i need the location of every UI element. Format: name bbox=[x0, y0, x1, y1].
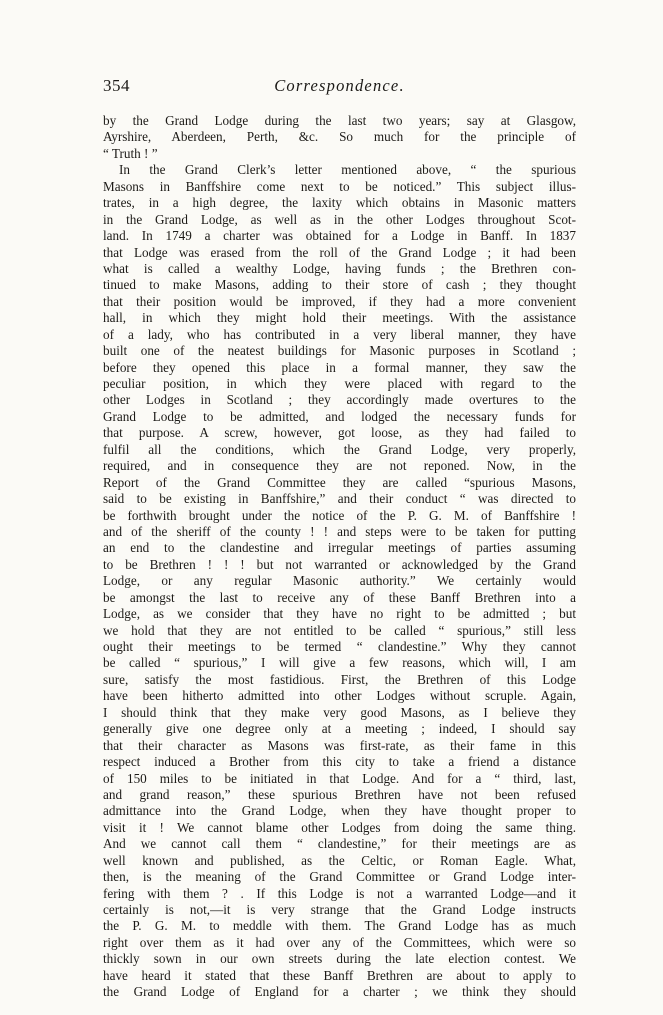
text-line: And we cannot call them “ clandestine,” for their meetings are as bbox=[103, 836, 576, 852]
text-line: then, is the meaning of the Grand Committee or Grand Lodge inter- bbox=[103, 869, 576, 885]
text-line: of a lady, who has contributed in a very liberal manner, they have bbox=[103, 326, 576, 342]
text-line: what is called a wealthy Lodge, having funds ; the Brethren con- bbox=[103, 260, 576, 276]
text-line: other Lodges in Scotland ; they accordingly made overtures to the bbox=[103, 392, 576, 408]
running-head: Correspondence. bbox=[274, 76, 405, 95]
text-line: Ayrshire, Aberdeen, Perth, &c. So much for the principle of bbox=[103, 129, 576, 145]
text-line: Lodge, or any regular Masonic authority.” We certainly would bbox=[103, 573, 576, 589]
text-line: land. In 1749 a charter was obtained for a Lodge in Banff. In 1837 bbox=[103, 228, 576, 244]
text-line: have heard it stated that these Banff Brethren are about to apply to bbox=[103, 967, 576, 983]
text-line: well known and published, as the Celtic, or Roman Eagle. What, bbox=[103, 852, 576, 868]
text-line: Report of the Grand Committee they are called “spurious Masons, bbox=[103, 474, 576, 490]
text-line: right over them as it had over any of the Committees, which were so bbox=[103, 934, 576, 950]
text-line: by the Grand Lodge during the last two years; say at Glasgow, bbox=[103, 113, 576, 128]
text-line: that their character as Masons was first-rate, as their fame in this bbox=[103, 737, 576, 753]
text-line: “ Truth ! ” bbox=[103, 145, 158, 161]
text-line: ought their meetings to be termed “ clandestine.” Why they cannot bbox=[103, 639, 576, 654]
text-line: that purpose. A screw, however, got loose, as they had failed to bbox=[103, 425, 576, 441]
page-header bbox=[103, 76, 576, 102]
text-line: Grand Lodge to be admitted, and lodged the necessary funds for bbox=[103, 408, 576, 424]
page-number: 354 bbox=[103, 76, 130, 95]
text-line: that Lodge was erased from the roll of the Grand Lodge ; it had been bbox=[103, 244, 576, 260]
text-line: be called “ spurious,” I will give a few reasons, which will, I am bbox=[103, 655, 576, 671]
text-line: visit it ! We cannot blame other Lodges from doing the same thing. bbox=[103, 819, 576, 835]
text-line: certainly is not,—it is very strange that the Grand Lodge instructs bbox=[103, 902, 576, 917]
text-line: that their position would be improved, if they had a more convenient bbox=[103, 293, 576, 309]
text-line: In the Grand Clerk’s letter mentioned above, “ the spurious bbox=[119, 162, 576, 178]
text-line: required, and in consequence they are not reponed. Now, in the bbox=[103, 458, 576, 474]
text-line: hall, in which they might hold their meetings. With the assistance bbox=[103, 310, 576, 326]
text-line: be forthwith brought under the notice of the P. G. M. of Banffshire ! bbox=[103, 507, 576, 523]
text-line: respect induced a Brother from this city to take a friend a distance bbox=[103, 754, 576, 770]
text-line: peculiar position, in which they were placed with regard to the bbox=[103, 376, 576, 391]
text-line: we hold that they are not entitled to be called “ spurious,” still less bbox=[103, 622, 576, 638]
text-line: to be Brethren ! ! ! but not warranted or acknowledged by the Grand bbox=[103, 556, 576, 572]
text-line: trates, in a high degree, the laxity which obtains in Masonic matters bbox=[103, 195, 576, 211]
body-text bbox=[103, 113, 576, 1001]
text-line: said to be existing in Banffshire,” and their conduct “ was directed to bbox=[103, 491, 576, 507]
text-line: Masons in Banffshire come next to be noticed.” This subject illus- bbox=[103, 178, 576, 194]
text-line: have been hitherto admitted into other Lodges without scruple. Again, bbox=[103, 688, 576, 704]
text-line: I should think that they make very good Masons, as I believe they bbox=[103, 704, 576, 720]
text-line: generally give one degree only at a meeting ; indeed, I should say bbox=[103, 721, 576, 737]
text-line: fulfil all the conditions, which the Grand Lodge, very properly, bbox=[103, 441, 576, 457]
text-line: sure, satisfy the most fastidious. First, the Brethren of this Lodge bbox=[103, 671, 576, 687]
text-line: and grand reason,” these spurious Brethren have not been refused bbox=[103, 786, 576, 802]
text-line: of 150 miles to be initiated in that Lodge. And for a “ third, last, bbox=[103, 770, 576, 786]
text-line: the Grand Lodge of England for a charter ; we think they should bbox=[103, 984, 576, 1000]
text-line: in the Grand Lodge, as well as in the other Lodges throughout Scot- bbox=[103, 211, 576, 227]
text-line: thickly sown in our own streets during the late election contest. We bbox=[103, 951, 576, 967]
text-line: be amongst the last to receive any of these Banff Brethren into a bbox=[103, 589, 576, 605]
text-line: admittance into the Grand Lodge, when they have thought proper to bbox=[103, 803, 576, 819]
text-line: the P. G. M. to meddle with them. The Grand Lodge has as much bbox=[103, 918, 576, 934]
text-line: built one of the neatest buildings for Masonic purposes in Scotland ; bbox=[103, 343, 576, 359]
text-line: before they opened this place in a formal manner, they saw the bbox=[103, 359, 576, 375]
text-line: fering with them ? . If this Lodge is not a warranted Lodge—and it bbox=[103, 885, 576, 901]
text-line: Lodge, as we consider that they have no right to be admitted ; but bbox=[103, 606, 576, 622]
text-line: an end to the clandestine and irregular meetings of parties assuming bbox=[103, 540, 576, 556]
text-line: and of the sheriff of the county ! ! and steps were to be taken for putting bbox=[103, 523, 576, 539]
text-line: tinued to make Masons, adding to their store of cash ; they thought bbox=[103, 277, 576, 293]
